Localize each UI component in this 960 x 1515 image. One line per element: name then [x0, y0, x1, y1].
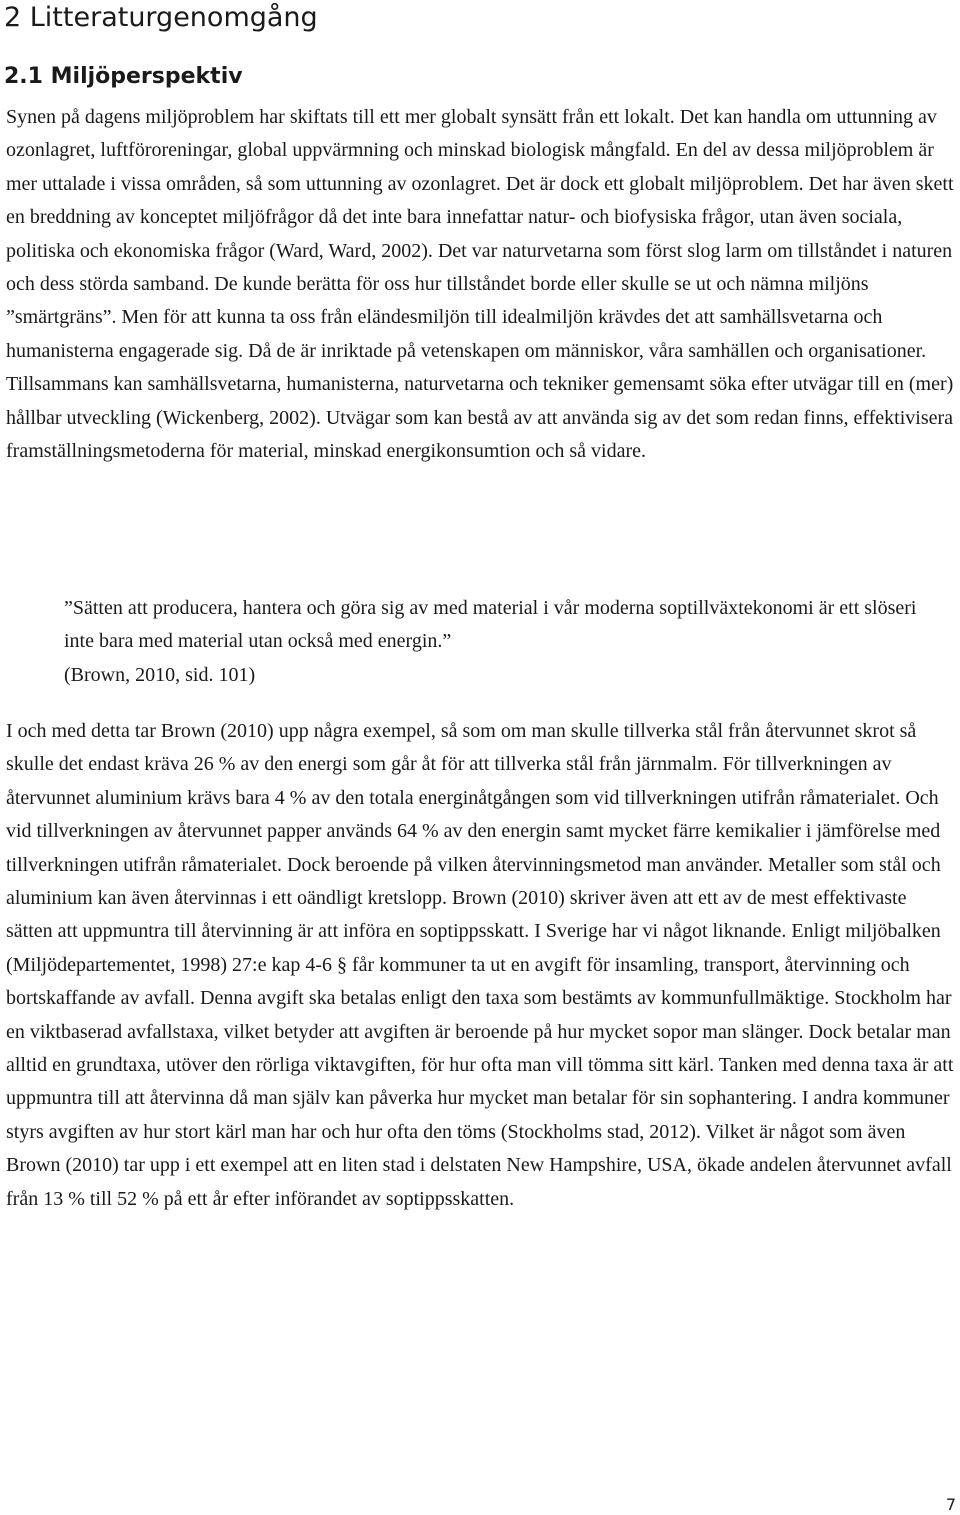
intro-paragraph: Synen på dagens miljöproblem har skiftats till ett mer globalt synsätt från ett lokalt. Det kan handla om uttunning av ozonlagret, luftföroreningar, global uppvärmning och minskad biologisk mångfald. En del av dessa miljöproblem är mer uttalade i vissa områden, så som uttunning av ozonlagret. Det är dock ett globalt miljöproblem. Det har även skett en breddning av konceptet miljöfrågor då det inte bara innefattar natur- och biofysiska frågor, utan även sociala, politiska och ekonomiska frågor (Ward, Ward, 2002). Det var naturvetarna som först slog larm om tillståndet i naturen och dess störda samband. De kunde berätta för oss hur tillståndet borde eller skulle se ut och nämna miljöns ”smärtgräns”. Men för att kunna ta oss från eländesmiljön till idealmiljön krävdes det att samhällsvetarna och humanisterna engagerade sig. Då de är inriktade på vetenskapen om människor, våra samhällen och organisationer. Tillsammans kan samhällsvetarna, humanisterna, naturvetarna och tekniker gemensamt söka efter utvägar till en (mer) hållbar utveckling (Wickenberg, 2002). Utvägar som kan bestå av att använda sig av det som redan finns, effektivisera framställningsmetoderna för material, minskad energikonsumtion och så vidare.	[6, 106, 954, 463]
section-heading: 2.1 Miljöperspektiv	[4, 64, 243, 89]
quote-text: ”Sätten att producera, hantera och göra sig av med material i vår moderna soptillväxtekonomi är ett slöseri inte bara med material utan också med energin.”	[64, 597, 917, 653]
quote-citation: (Brown, 2010, sid. 101)	[64, 663, 256, 686]
block-quote	[64, 592, 924, 692]
main-paragraph: I och med detta tar Brown (2010) upp några exempel, så som om man skulle tillverka stål från återvunnet skrot så skulle det endast kräva 26 % av den energi som går åt för att tillverka stål från järnmalm. För tillverkningen av återvunnet aluminium krävs bara 4 % av den totala energinåtgången som vid tillverkningen utifrån råmaterialet. Och vid tillverkningen av återvunnet papper används 64 % av den energin samt mycket färre kemikalier i jämförelse med tillverkningen utifrån råmaterialet. Dock beroende på vilken återvinningsmetod man använder. Metaller som stål och aluminium kan även återvinnas i ett oändligt kretslopp. Brown (2010) skriver även att ett av de mest effektivaste sätten att uppmuntra till återvinning är att införa en soptippsskatt. I Sverige har vi något liknande. Enligt miljöbalken (Miljödepartementet, 1998) 27:e kap 4-6 § får kommuner ta ut en avgift för insamling, transport, återvinning och bortskaffande av avfall. Denna avgift ska betalas enligt den taxa som bestämts av kommunfullmäktige. Stockholm har en viktbaserad avfallstaxa, vilket betyder att avgiften är beroende på hur mycket sopor man slänger. Dock betalar man alltid en grundtaxa, utöver den rörliga viktavgiften, för hur ofta man vill tömma sitt kärl. Tanken med denna taxa är att uppmuntra till att återvinna då man själv kan påverka hur mycket man betalar för sin sophantering. I andra kommuner styrs avgiften av hur stort kärl man har och hur ofta den töms (Stockholms stad, 2012). Vilket är något som även Brown (2010) tar upp i ett exempel att en liten stad i delstaten New Hampshire, USA, ökade andelen återvunnet avfall från 13 % till 52 % på ett år efter införandet av soptippsskatten.	[6, 720, 954, 1210]
chapter-heading: 2 Litteraturgenomgång	[4, 2, 318, 33]
page-number: 7	[945, 1495, 956, 1514]
